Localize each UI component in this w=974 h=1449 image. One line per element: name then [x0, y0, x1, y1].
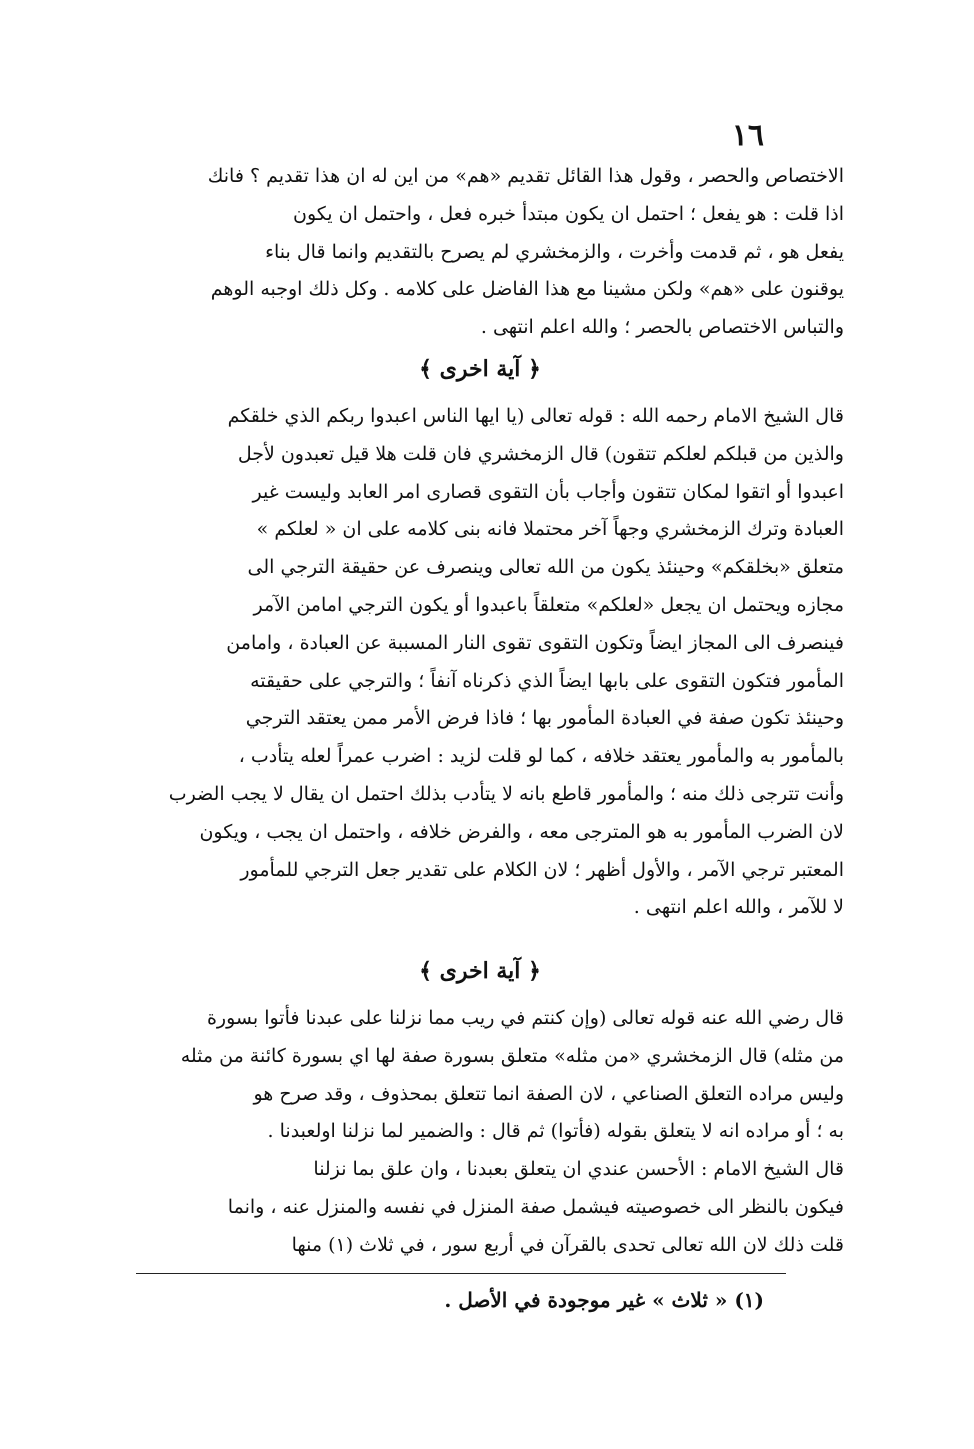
- text-line: من مثله) قال الزمخشري «من مثله» متعلق بسورة صفة لها اي بسورة كائنة من مثله: [180, 1044, 844, 1067]
- text-line: المأمور فتكون التقوى على بابها ايضاً الذي ذكرناه آنفاً ؛ والترجي على حقيقته: [250, 669, 844, 692]
- section-heading: ﴿ آية اخرى ﴾: [419, 958, 541, 984]
- text-line: يوقنون على «هم» ولكن مشينا مع هذا الفاضل على كلامه . وكل ذلك اوجبه الوهم: [210, 278, 844, 301]
- text-line: والتباس الاختصاص بالحصر ؛ والله اعلم انتهى .: [480, 316, 844, 339]
- text-line: وحينئذ تكون صفة في العبادة المأمور بها ؛ فاذا فرض الأمر ممن يعتقد الترجي: [245, 707, 844, 730]
- text-line: العبادة وترك الزمخشري وجهاً آخر محتملا فانه بنى كلامه على ان « لعلكم »: [256, 518, 844, 541]
- text-line: قلت ذلك لان الله تعالى تحدى بالقرآن في أربع سور ، في ثلاث (١) منها: [291, 1233, 844, 1256]
- text-line: فينصرف الى المجاز ايضاً وتكون التقوى تقوى النار المسببة عن العبادة ، وامامن: [226, 631, 844, 654]
- paragraph-3: [116, 1000, 844, 1265]
- text-line: والذين من قبلكم لعلكم تتقون) قال الزمخشري فان قلت هلا قيل تعبدون لأجل: [237, 442, 844, 465]
- text-line: لا للآمر ، والله اعلم انتهى .: [633, 896, 844, 919]
- section-heading: ﴿ آية اخرى ﴾: [419, 356, 541, 382]
- text-line: بالمأمور به والمأمور يعتقد خلافه ، كما لو قلت لزيد : اضرب عمراً لعله يتأدب ،: [238, 745, 844, 768]
- footnote: (١) « ثلاث » غير موجودة في الأصل .: [444, 1288, 764, 1312]
- text-line: مجازه ويحتمل ان يجعل «لعلكم» متعلقاً باعبدوا أو يكون الترجي امامن الآمر: [253, 593, 844, 616]
- text-line: الاختصاص والحصر ، وقول هذا القائل تقديم «هم» من اين له ان هذا تقديم ؟ فانك: [207, 165, 844, 187]
- text-line: يفعل هو ، ثم قدمت وأخرت ، والزمخشري لم يصرح بالتقديم وانما قال بناء: [265, 240, 844, 263]
- text-line: وليس مراده التعلق الصناعي ، لان الصفة انما تتعلق بمحذوف ، وقد صرح هو: [253, 1082, 844, 1105]
- text-line: فيكون بالنظر الى خصوصيته فيشمل صفة المنزل في نفسه والمنزل عنه ، وانما: [227, 1195, 844, 1218]
- text-line: لان الضرب المأمور به هو المترجى معه ، والفرض خلافه ، واحتمل ان يجب ، ويكون: [199, 820, 844, 843]
- text-line: متعلق «بخلقكم» وحينئذ يكون من الله تعالى وينصرف عن حقيقة الترجي الى: [247, 556, 844, 579]
- text-line: اذا قلت : هو يفعل ؛ احتمل ان يكون مبتدأ خبره فعل ، واحتمل ان يكون: [293, 202, 844, 225]
- text-line: قال الشيخ الامام : الأحسن عندي ان يتعلق بعبدنا ، وان علق بما نزلنا: [313, 1158, 844, 1181]
- text-line: اعبدوا أو اتقوا لمكان تتقون وأجاب بأن التقوى قصارى امر العابد وليست غير: [252, 480, 844, 503]
- paragraph-1: [116, 158, 844, 347]
- text-line: قال الشيخ الامام رحمه الله : قوله تعالى (يا ايها الناس اعبدوا ربكم الذي خلقكم: [227, 405, 844, 427]
- text-line: قال رضي الله عنه قوله تعالى (وإن كنتم في ريب مما نزلنا على عبدنا فأتوا بسورة: [206, 1007, 844, 1029]
- text-line: وأنت تترجى ذلك منه ؛ والمأمور قاطع بانه لا يتأدب بذلك احتمل ان يقال لا يجب الضرب: [168, 782, 844, 805]
- text-line: به ؛ أو مراده انه لا يتعلق بقوله (فأتوا) ثم قال : والضمير لما نزلنا اولعبدنا .: [267, 1120, 844, 1143]
- page-number: ١٦: [731, 118, 764, 153]
- footnote-divider: [136, 1273, 786, 1274]
- paragraph-2: [116, 398, 844, 927]
- text-line: المعتبر ترجي الآمر ، والأول أظهر ؛ لان الكلام على تقدير جعل الترجي للمأمور: [240, 858, 844, 881]
